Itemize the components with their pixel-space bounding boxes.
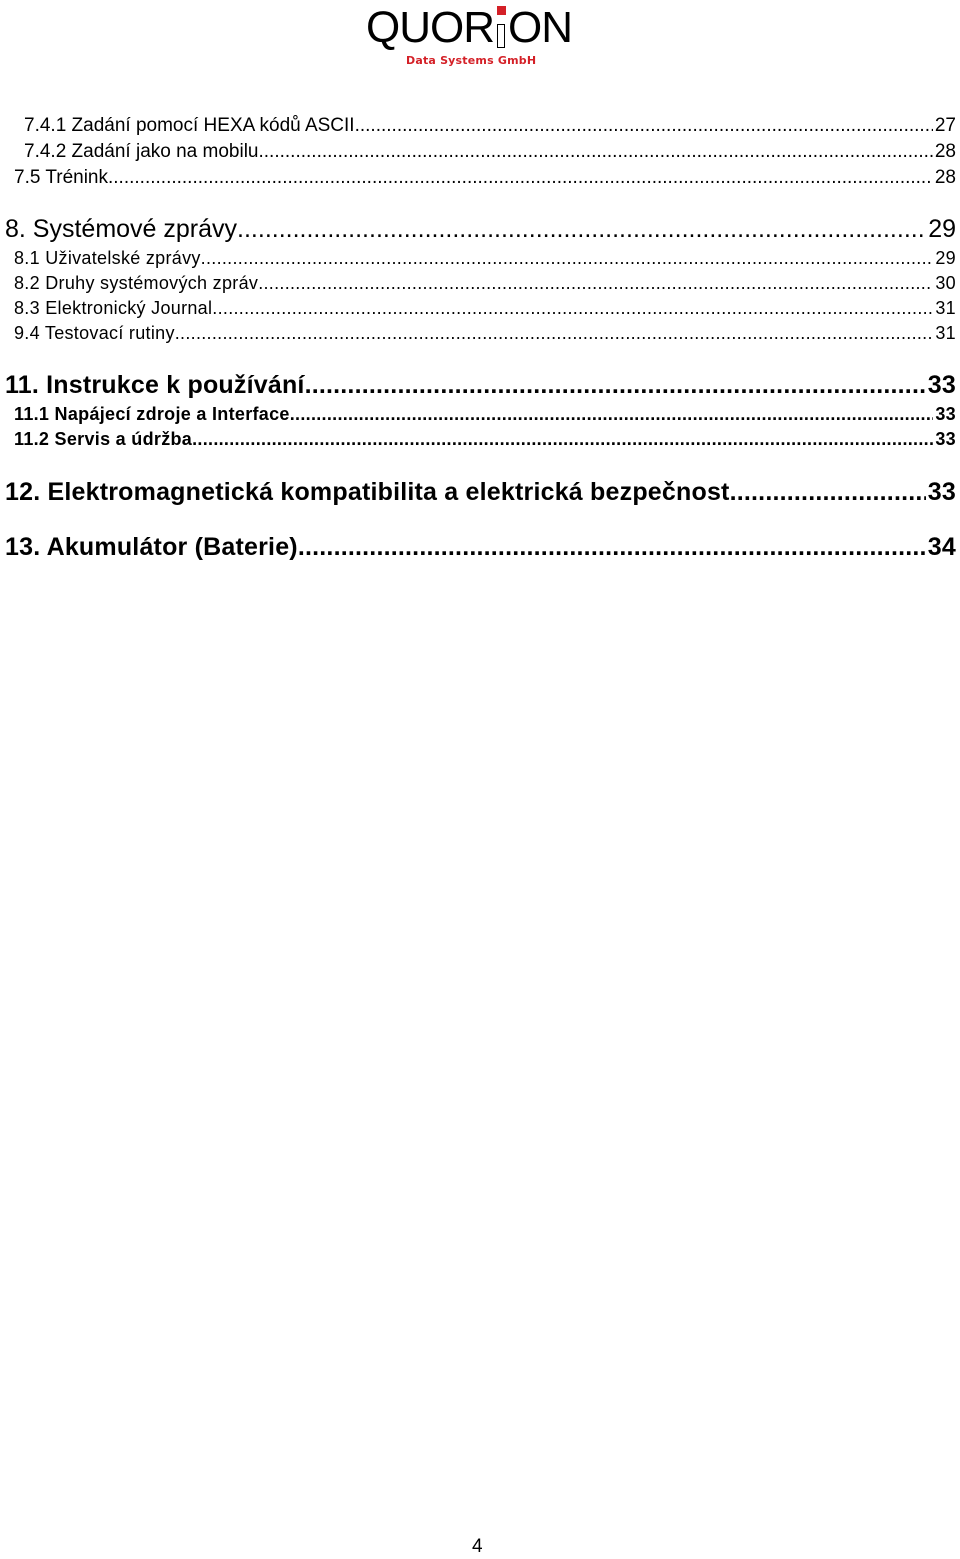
toc-entry-page: 28 — [934, 167, 956, 188]
toc-leader-dots — [201, 248, 934, 269]
toc-entry-title: 7.4.1 Zadání pomocí HEXA kódů ASCII — [24, 115, 355, 136]
toc-entry-title: 11.2 Servis a údržba — [14, 429, 193, 449]
toc-entry-title: 11.1 Napájecí zdroje a Interface — [14, 404, 290, 424]
toc-entry-title: 8. Systémové zprávy — [5, 215, 238, 243]
toc-entry-page: 28 — [934, 141, 956, 162]
page-number: 4 — [472, 1536, 483, 1557]
toc-entry-page: 33 — [935, 404, 956, 424]
toc-entry-page: 33 — [935, 429, 956, 449]
toc-entry-title: 8.1 Uživatelské zprávy — [14, 248, 201, 268]
toc-entry[interactable] — [14, 323, 956, 344]
toc-entry-page: 29 — [935, 248, 956, 268]
toc-entry-page: 33 — [927, 478, 956, 506]
toc-entry-page: 27 — [934, 115, 956, 136]
logo-subtitle: Data Systems GmbH — [406, 54, 537, 67]
toc-entry-title: 12. Elektromagnetická kompatibilita a elektrická bezpečnost — [5, 478, 730, 506]
toc-entry[interactable] — [14, 273, 956, 294]
toc-leader-dots — [108, 167, 933, 189]
toc-entry[interactable] — [14, 167, 956, 189]
toc-entry[interactable] — [14, 429, 956, 450]
toc-entry[interactable] — [14, 248, 956, 269]
toc-entry[interactable] — [5, 371, 956, 400]
toc-entry-title: 8.2 Druhy systémových zpráv — [14, 273, 259, 293]
toc-leader-dots — [237, 215, 926, 244]
toc-leader-dots — [259, 141, 933, 163]
toc-entry-title: 11. Instrukce k používání — [5, 371, 305, 399]
toc-leader-dots — [730, 478, 926, 507]
toc-leader-dots — [212, 298, 933, 319]
toc-entry-page: 30 — [935, 273, 956, 293]
toc-entry-title: 7.4.2 Zadání jako na mobilu — [24, 141, 259, 162]
toc-entry-title: 7.5 Trénink — [14, 167, 108, 188]
toc-entry[interactable] — [5, 478, 956, 507]
toc-entry[interactable] — [5, 215, 956, 244]
toc-entry-page: 31 — [935, 298, 956, 318]
toc-entry[interactable] — [14, 404, 956, 425]
toc-entry-title: 13. Akumulátor (Baterie) — [5, 533, 298, 561]
toc-entry-page: 33 — [927, 371, 956, 399]
toc-leader-dots — [258, 273, 933, 294]
toc-entry-page: 29 — [928, 215, 956, 243]
toc-leader-dots — [192, 429, 933, 450]
toc-entry[interactable] — [24, 115, 956, 137]
toc-leader-dots — [175, 323, 934, 344]
toc-leader-dots — [355, 115, 933, 137]
toc-entry-page: 31 — [935, 323, 956, 343]
toc-entry[interactable] — [24, 141, 956, 163]
toc-entry[interactable] — [14, 298, 956, 319]
toc-leader-dots — [305, 371, 926, 400]
toc-leader-dots — [298, 533, 926, 562]
logo-i-mark — [494, 4, 508, 52]
logo-wordmark: QUOR ON — [366, 3, 572, 52]
toc-entry-title: 9.4 Testovací rutiny — [14, 323, 175, 343]
toc-entry-page: 34 — [927, 533, 956, 561]
logo-red-square — [497, 6, 506, 15]
toc-leader-dots — [290, 404, 934, 425]
quorion-logo — [366, 4, 594, 66]
toc-entry-title: 8.3 Elektronický Journal — [14, 298, 213, 318]
toc-entry[interactable] — [5, 533, 956, 562]
